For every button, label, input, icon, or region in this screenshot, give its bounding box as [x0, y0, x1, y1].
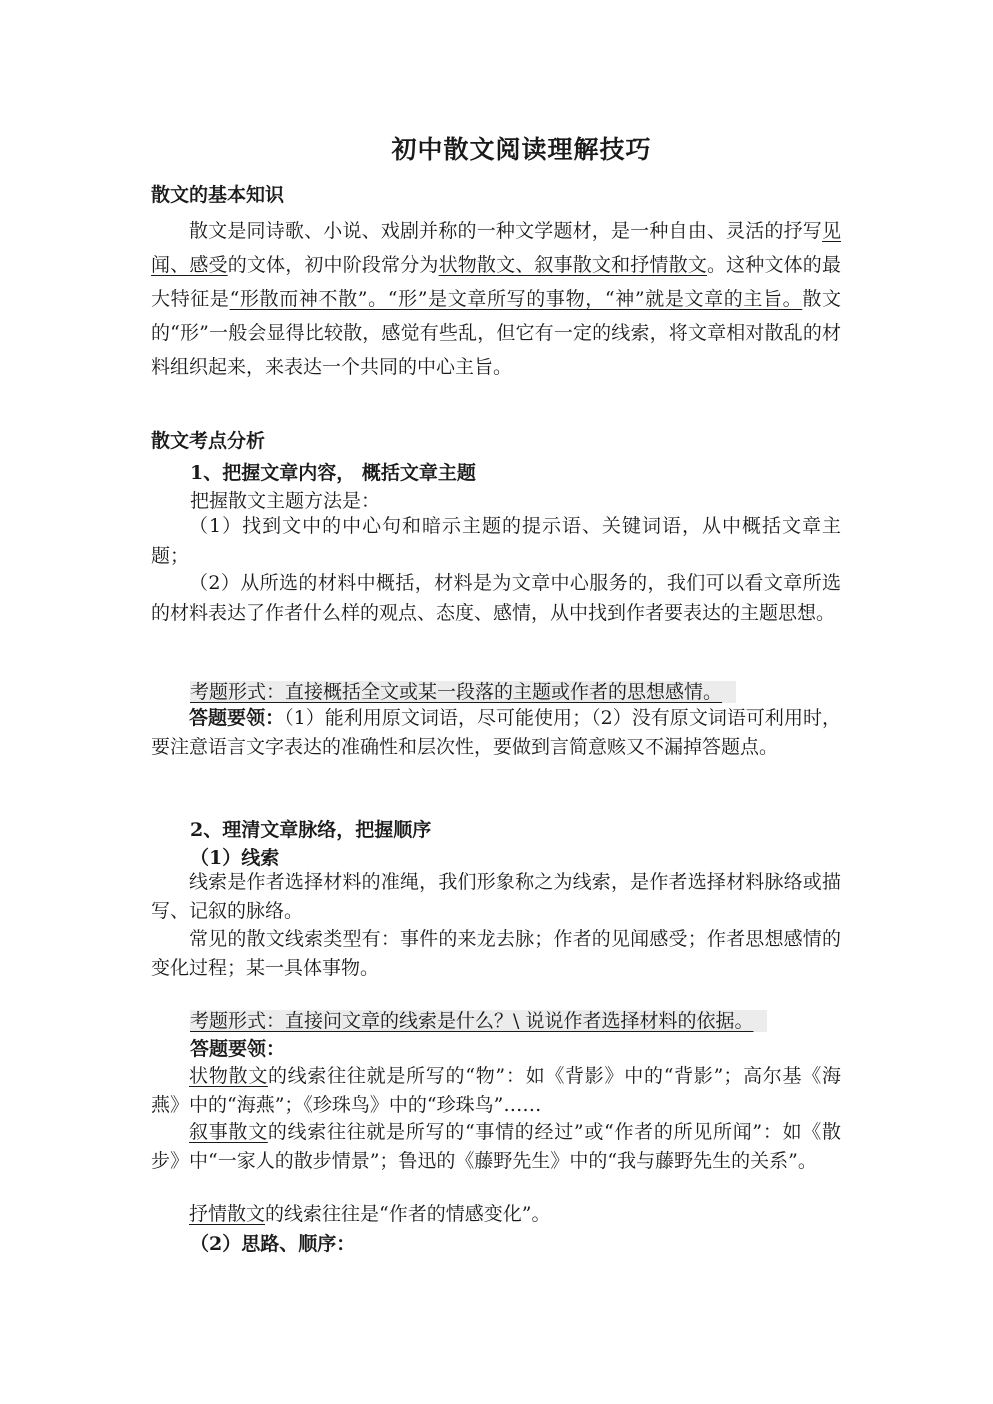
item2-heading: 2、理清文章脉络，把握顺序 [190, 819, 432, 841]
type-shuqing-label: 抒情散文 [189, 1203, 266, 1225]
section-heading-analysis: 散文考点分析 [151, 430, 266, 452]
basics-paragraph [151, 214, 841, 384]
basics-underline-types: 状物散文、叙事散文和抒情散文 [438, 254, 707, 276]
type-xushi-text: 的线索往往就是所写的“事情的经过”或“作者的所见所闻”：如《散步》中“一家人的散步情景”；鲁迅的《藤野先生》中的“我与藤野先生的关系”。 [151, 1121, 841, 1172]
item2-sub-thinking: （2）思路、顺序： [190, 1233, 356, 1255]
page-title: 初中散文阅读理解技巧 [391, 135, 652, 164]
item2-clue-types: 常见的散文线索类型有：事件的来龙去脉；作者的见闻感受；作者思想感情的变化过程；某一具体事物。 [151, 928, 841, 979]
basics-text-b: 的文体，初中阶段常分为 [227, 254, 439, 276]
item1-exam-form: 考题形式：直接概括全文或某一段落的主题或作者的思想感情。 [190, 677, 736, 707]
type-shuqing [151, 1200, 841, 1229]
basics-text-a: 散文是同诗歌、小说、戏剧并称的一种文学题材，是一种自由、灵活的抒写 [189, 220, 822, 242]
type-shuqing-text: 的线索往往是“作者的情感变化”。 [265, 1203, 551, 1225]
basics-underline-feature: “形散而神不散”。“形”是文章所写的事物，“神”就是文章的主旨。 [229, 288, 803, 310]
type-xushi-label: 叙事散文 [189, 1121, 268, 1143]
item1-method2: （2）从所选的材料中概括，材料是为文章中心服务的，我们可以看文章所选的材料表达了作者什么样的观点、态度、感情，从中找到作者要表达的主题思想。 [151, 572, 841, 624]
item1-key-label: 答题要领： [189, 707, 285, 729]
type-xushi [151, 1118, 841, 1176]
section-heading-basics: 散文的基本知识 [151, 184, 285, 206]
item1-key-points [151, 704, 841, 762]
basics-text-d: 散文的“形”一般会显得比较散，感觉有些乱，但它有一定的线索，将文章相对散乱的材料组织起来，来表达一个共同的中心主旨。 [151, 288, 841, 378]
type-zhuangwu-text: 的线索往往就是所写的“物”：如《背影》中的“背影”；高尔基《海燕》中的“海燕”；《珍珠鸟》中的“珍珠鸟”…… [151, 1065, 841, 1116]
item2-clue-definition: 线索是作者选择材料的准绳，我们形象称之为线索，是作者选择材料脉络或描写、记叙的脉络。 [151, 871, 841, 922]
item1-heading: 1、把握文章内容， 概括文章主题 [190, 462, 476, 484]
basics-underline-jianwen: 见闻、感受 [151, 220, 841, 276]
type-zhuangwu [151, 1062, 841, 1120]
item2-key-label: 答题要领： [190, 1038, 286, 1060]
item1-intro: 把握散文主题方法是： [190, 490, 381, 512]
item1-method1: （1）找到文中的中心句和暗示主题的提示语、关键词语，从中概括文章主题； [151, 515, 841, 567]
basics-text-c: 。这种文体的最大特征是 [151, 254, 841, 310]
item1-key-text: （1）能利用原文词语，尽可能使用；（2）没有原文词语可利用时，要注意语言文字表达的准确性和层次性，要做到言简意赅又不漏掉答题点。 [151, 707, 841, 758]
type-zhuangwu-label: 状物散文 [189, 1065, 268, 1087]
item2-sub-clue: （1）线索 [190, 847, 280, 869]
item2-exam-form: 考题形式：直接问文章的线索是什么？\ 说说作者选择材料的依据。 [190, 1006, 767, 1036]
